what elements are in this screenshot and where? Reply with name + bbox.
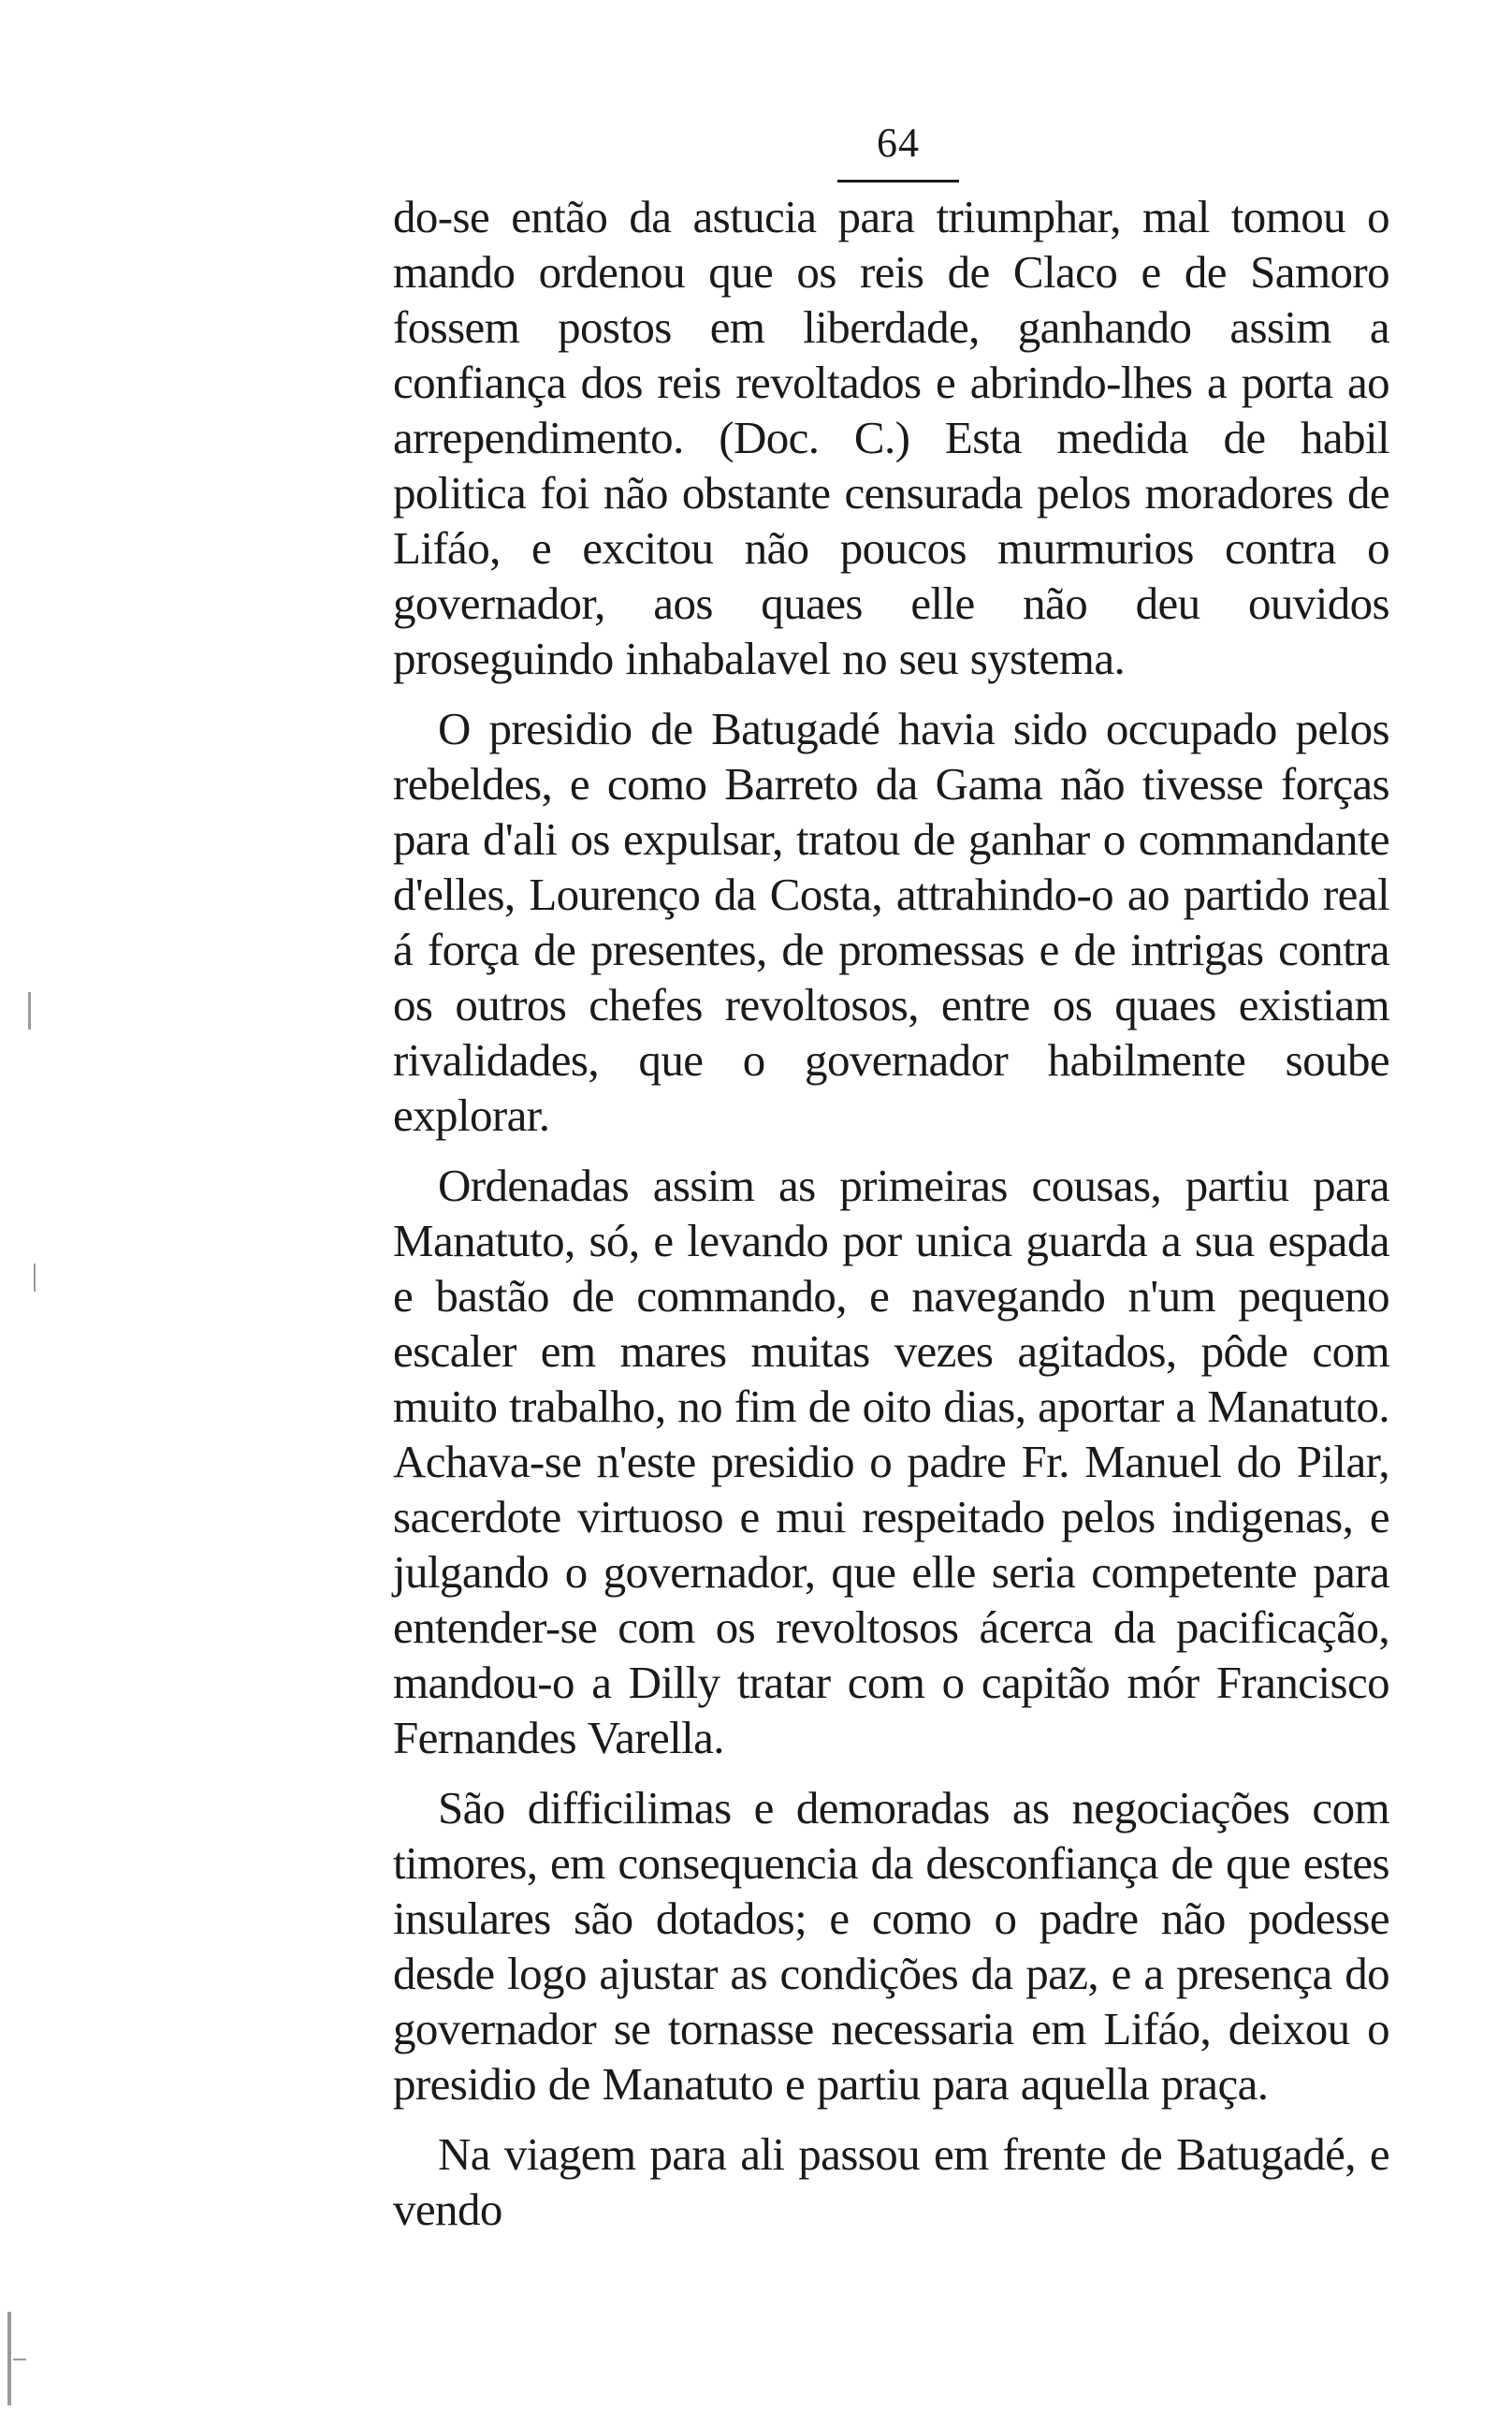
paragraph-3: Ordenadas assim as primeiras cousas, partiu para Manatuto, só, e levando por unica guarda a sua espada e bastão de commando, e navegando n'um pequeno escaler em mares muitas vezes agitados, pôde com muito trabalho, no fim de oito dias, aportar a Manatuto. Achava-se n'este presidio o padre Fr. Manuel do Pilar, sacerdote virtuoso e mui respeitado pelos indigenas, e julgando o governador, que elle seria competente para entender-se com os revoltosos ácerca da pacificação, mandou-o a Dilly tratar com o capitão mór Francisco Fernandes Varella. bbox=[393, 1160, 1389, 1763]
scan-mark bbox=[7, 2312, 11, 2405]
page-number-rule bbox=[837, 180, 959, 183]
scan-mark bbox=[34, 1264, 36, 1292]
scan-mark bbox=[28, 992, 31, 1030]
paragraph-1: do-se então da astucia para triumphar, mal tomou o mando ordenou que os reis de Claco e de Samoro fossem postos em liberdade, ganhando assim a confiança dos reis revoltados e abrindo-lhes a porta ao arrependimento. (Doc. C.) Esta medida de habil politica foi não obstante censurada pelos moradores de Lifáo, e excitou não poucos murmurios contra o governador, aos quaes elle não deu ouvidos proseguindo inhabalavel no seu systema. bbox=[393, 191, 1389, 684]
body-text bbox=[393, 189, 1389, 2252]
paragraph-5: Na viagem para ali passou em frente de Batugadé, e vendo bbox=[393, 2128, 1389, 2235]
scan-mark bbox=[13, 2359, 26, 2360]
paragraph-2: O presidio de Batugadé havia sido occupado pelos rebeldes, e como Barreto da Gama não tivesse forças para d'ali os expulsar, tratou de ganhar o commandante d'elles, Lourenço da Costa, attrahindo-o ao partido real á força de presentes, de promessas e de intrigas contra os outros chefes revoltosos, entre os quaes existiam rivalidades, que o governador habilmente soube explorar. bbox=[393, 703, 1389, 1141]
page-number: 64 bbox=[877, 120, 920, 166]
paragraph-4: São difficilimas e demoradas as negociações com timores, em consequencia da desconfiança de que estes insulares são dotados; e como o padre não podesse desde logo ajustar as condições da paz, e a presença do governador se tornasse necessaria em Lifáo, deixou o presidio de Manatuto e partiu para aquella praça. bbox=[393, 1782, 1389, 2110]
